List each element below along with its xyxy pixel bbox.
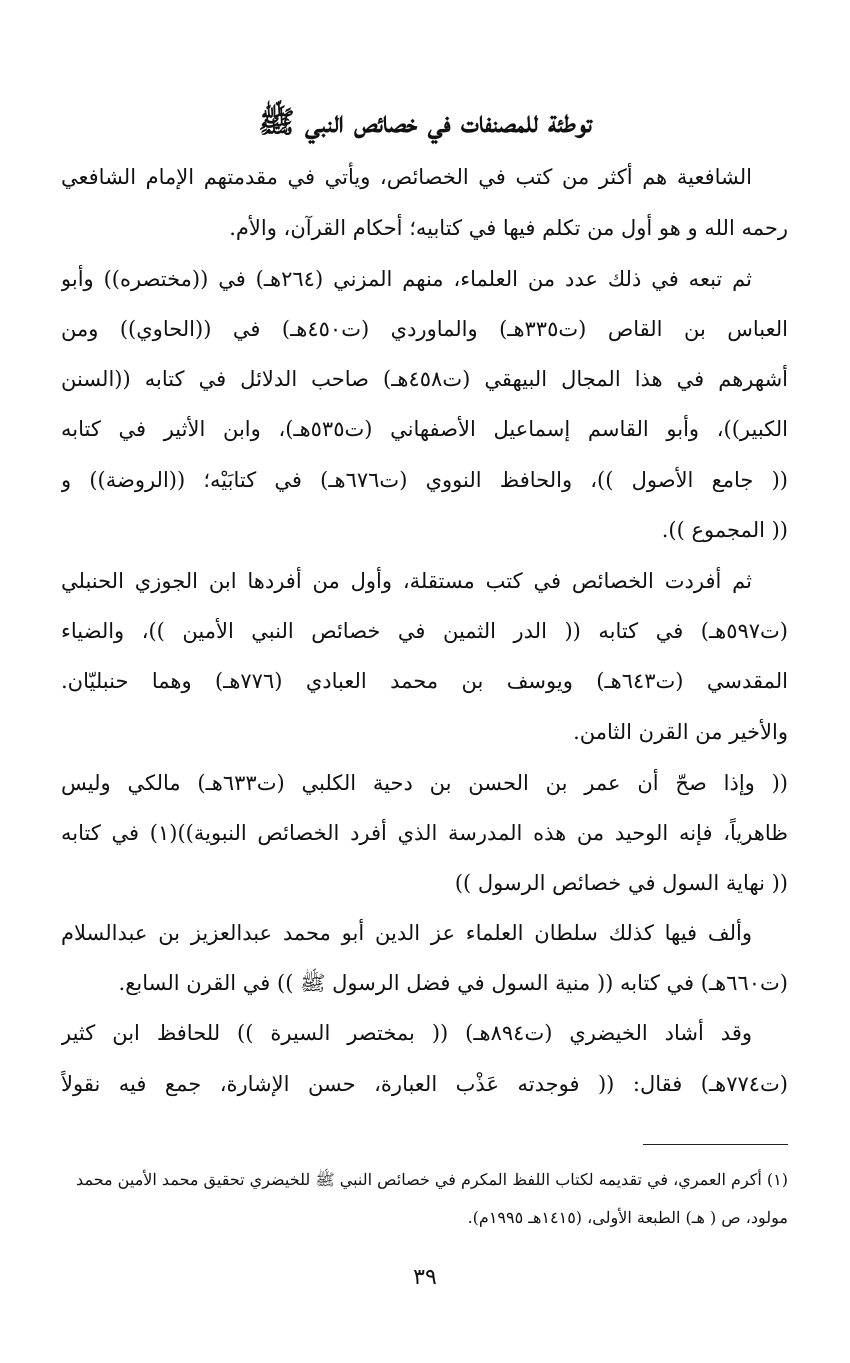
paragraph-line: العباس بن القاص (ت٣٣٥هـ) والماوردي (ت٤٥٠هـ) في ((الحاوي)) ومن: [61, 317, 788, 341]
footnote-line: (١) أكرم العمري، في تقديمه لكتاب اللفظ المكرم في خصائص النبي ﷺ للخيضري تحقيق محمد الأمين محمد: [76, 1170, 788, 1189]
paragraph-line: الشافعية هم أكثر من كتب في الخصائص، ويأتي في مقدمتهم الإمام الشافعي: [61, 165, 752, 189]
footnote-line: مولود، ص ( هـ) الطبعة الأولى، (١٤١٥هـ ١٩٩٥م).: [467, 1208, 788, 1227]
footnote-separator: [643, 1144, 788, 1145]
paragraph-line: (( وإذا صحّ أن عمر بن الحسن بن دحية الكلبي (ت٦٣٣هـ) مالكي وليس: [61, 771, 788, 795]
paragraph-line: والأخير من القرن الثامن.: [573, 720, 788, 744]
paragraph-line: (ت٧٧٤هـ) فقال: (( فوجدته عَذْب العبارة، حسن الإشارة، جمع فيه نقولاً: [61, 1072, 788, 1096]
paragraph-line: وألف فيها كذلك سلطان العلماء عز الدين أبو محمد عبدالعزيز بن عبدالسلام: [61, 921, 752, 945]
paragraph-line: (ت٦٦٠هـ) في كتابه (( منية السول في فضل الرسول ﷺ )) في القرن السابع.: [118, 971, 788, 995]
page-number: ٣٩: [413, 1265, 437, 1290]
paragraph-line: ثم تبعه في ذلك عدد من العلماء، منهم المزني (٢٦٤هـ) في ((مختصره)) وأبو: [61, 267, 752, 291]
paragraph-line: (( نهاية السول في خصائص الرسول )): [454, 871, 788, 895]
paragraph-line: الكبير))، وأبو القاسم إسماعيل الأصفهاني (ت٥٣٥هـ)، وابن الأثير في كتابه: [61, 417, 788, 441]
paragraph-line: (( جامع الأصول ))، والحافظ النووي (ت٦٧٦هـ) في كتابَيْه؛ ((الروضة)) و: [61, 468, 788, 492]
paragraph-line: المقدسي (ت٦٤٣هـ) ويوسف بن محمد العبادي (٧٧٦هـ) وهما حنبليّان.: [61, 669, 788, 693]
paragraph-line: ظاهرياً، فإنه الوحيد من هذه المدرسة الذي أفرد الخصائص النبوية))(١) في كتابه: [61, 821, 788, 845]
paragraph-line: رحمه الله و هو أول من تكلم فيها في كتابيه؛ أحكام القرآن، والأم.: [229, 216, 788, 240]
paragraph-line: أشهرهم في هذا المجال البيهقي (ت٤٥٨هـ) صاحب الدلائل في كتابه ((السنن: [61, 367, 788, 391]
paragraph-line: ثم أفردت الخصائص في كتب مستقلة، وأول من أفردها ابن الجوزي الحنبلي: [61, 569, 752, 593]
paragraph-line: (ت٥٩٧هـ) في كتابه (( الدر الثمين في خصائص النبي الأمين ))، والضياء: [61, 619, 788, 643]
section-title: توطئة للمصنفات في خصائص النبي ﷺ: [258, 105, 592, 140]
paragraph-line: وقد أشاد الخيضري (ت٨٩٤هـ) (( بمختصر السيرة )) للحافظ ابن كثير: [61, 1021, 753, 1045]
paragraph-line: (( المجموع )).: [661, 518, 788, 542]
